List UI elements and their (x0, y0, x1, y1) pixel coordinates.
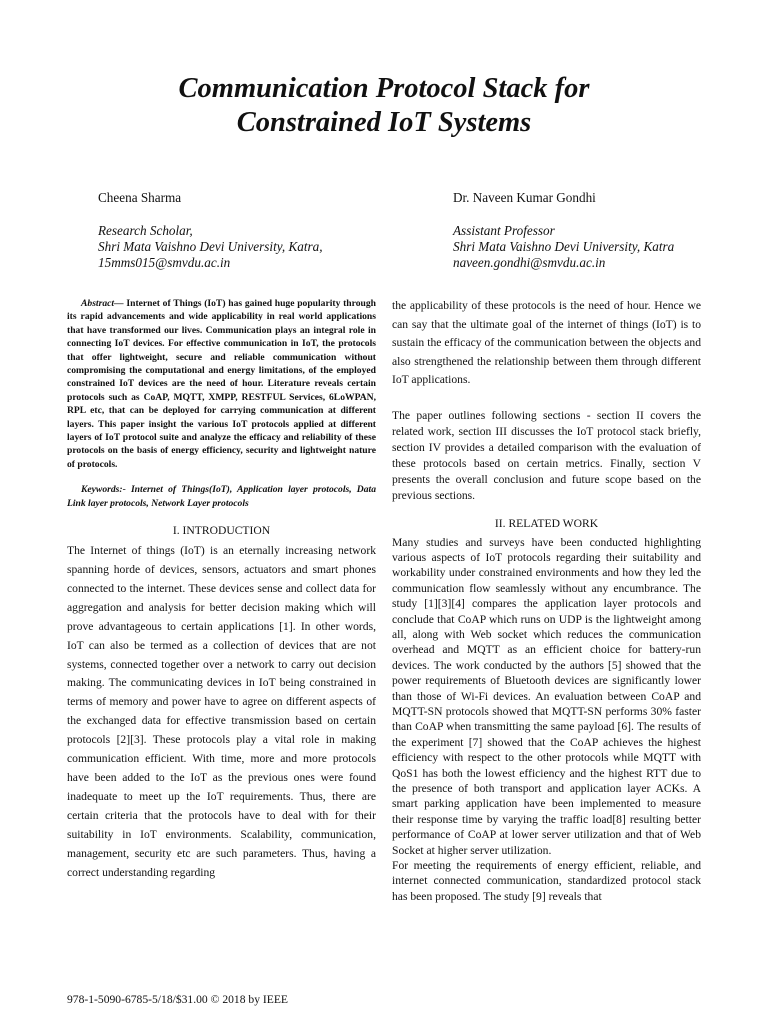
title-line-1: Communication Protocol Stack for (178, 73, 590, 104)
author-name: Dr. Naveen Kumar Gondhi (453, 190, 596, 205)
abstract-label: Abstract— (81, 298, 124, 309)
author-block-1 (98, 190, 323, 271)
keywords: Keywords:- Internet of Things(IoT), Application layer protocols, Data Link layer protocols, Network Layer protocols (67, 484, 376, 509)
author-institution: Shri Mata Vaishno Devi University, Katra, (98, 239, 323, 254)
abstract-text: Internet of Things (IoT) has gained huge popularity through its rapid advancements and wide applicability in real world applications that have transformed our lives. Communication plays an integral role in connecting IoT devices. For effective communication in IoT, the protocols that offer lightweight, secure and reliable communication without compromising the computational and energy limitations, of the employed constrained IoT devices are the need of hour. Literature reveals certain protocols such as CoAP, MQTT, XMPP, RESTFUL Services, 6LoWPAN, RPL etc, that can be deployed for carrying communication at different layers. This paper insight the various IoT protocols applied at different layers of IoT protocol suite and analyze the efficacy and reliability of these protocols on the basis of energy efficiency, security and lightweight nature of protocols. (67, 298, 376, 470)
author-role: Research Scholar, (98, 223, 193, 238)
introduction-text: The Internet of things (IoT) is an eternally increasing network spanning horde of devices, sensors, actuators and smart phones connected to the internet. These devices sense and collect data for aggregation and analysis for better decision making which will prove advantageous to certain applications [1]. In other words, IoT can also be termed as a collection of devices that are not systems, connected together over a network to carry out decision making. The communicating devices in IoT being constrained in terms of memory and power have to agree on different aspects of the exchanged data for effective transmission based on certain protocols [2][3]. These protocols play a vital role in making communication efficient. With time, more and more protocols have been added to the IoT as the previous ones were found inadequate to meet up the IoT requirements. Thus, there are certain criteria that the protocols have to deal with for their suitability in IoT environments. Scalability, communication, management, security etc are such parameters. Thus, having a correct understanding regarding (67, 544, 376, 879)
left-column (67, 297, 376, 882)
section-heading-introduction: I. INTRODUCTION (172, 524, 271, 538)
author-email: 15mms015@smvdu.ac.in (98, 255, 231, 270)
related-work-text-2: For meeting the requirements of energy efficient, reliable, and internet connected communication, standardized protocol stack has been proposed. The study [9] reveals that (392, 859, 701, 903)
right-column (392, 297, 701, 904)
related-work-text: Many studies and surveys have been conducted highlighting various aspects of IoT protocols regarding their suitability and workability under constrained environments and how they led the communication flow seamlessly without any encumbrance. The study [1][3][4] compares the application layer protocols and conclude that CoAP which runs on UDP is the lightweight among all, along with Web socket which reduces the communication overhead and MQTT as an efficient choice for battery-run devices. The work conducted by the authors [5] showed that the power requirements of Bluetooth devices are significantly lower than those of Wi-Fi devices. An evaluation between CoAP and MQTT-SN protocols showed that MQTT-SN performs 30% faster than CoAP when transmitting the same payload [6]. The results of the experiment [7] showed that the CoAP achieves the highest efficiency with respect to the other protocols while MQTT with QoS1 has both the lowest efficiency and the highest RTT due to the presence of both transport and application layer ACKs. A smart parking application have been implemented to measure their response time by varying the traffic load[8] resulting better performance of CoAP at lower server utilization and that of Web Socket at higher server utilization. (392, 535, 701, 857)
author-institution: Shri Mata Vaishno Devi University, Katra (453, 239, 675, 254)
section-heading-related-work: II. RELATED WORK (494, 516, 599, 530)
author-email: naveen.gondhi@smvdu.ac.in (453, 255, 606, 270)
copyright-footer: 978-1-5090-6785-5/18/$31.00 © 2018 by IEEE (67, 993, 289, 1006)
author-name: Cheena Sharma (98, 190, 182, 205)
author-role: Assistant Professor (453, 223, 555, 238)
paper-title (0, 72, 768, 140)
author-block-2 (453, 190, 674, 271)
intro-continuation-text: the applicability of these protocols is the need of hour. Hence we can say that the ultimate goal of the internet of things (IoT) is to sustain the efficacy of the communication between the objects and also strengthened the relationship between them through different IoT applications. (392, 299, 701, 386)
title-line-2: Constrained IoT Systems (236, 107, 532, 138)
outline-text: The paper outlines following sections - section II covers the related work, section III discusses the IoT protocol stack briefly, section IV provides a detailed comparison with the evaluation of these protocols based on certain metrics. Finally, section V presents the overall conclusion and future scope based on the previous sections. (392, 408, 701, 502)
abstract (67, 297, 376, 471)
